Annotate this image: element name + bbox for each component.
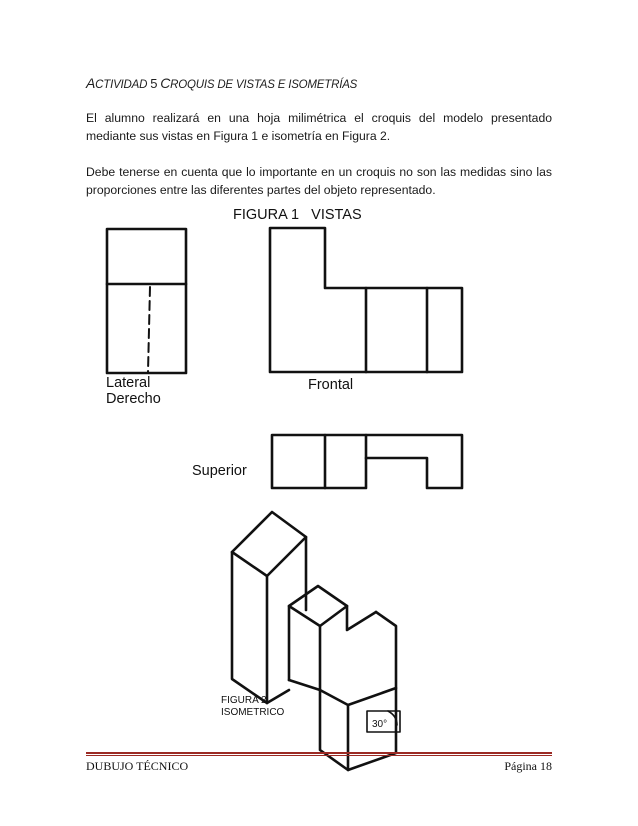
figure1-title: FIGURA 1 VISTAS [233, 207, 362, 223]
heading-activity-cap: A [86, 75, 96, 91]
angle-label: 30° [372, 719, 388, 730]
footer-rule-thick [86, 752, 552, 754]
footer-subject: DUBUJO TÉCNICO [86, 759, 189, 773]
figure2-title-2: ISOMETRICO [221, 707, 285, 718]
note-paragraph: Debe tenerse en cuenta que lo importante en un croquis no son las medidas sino las proporciones entre las diferentes partes del objeto representado. [86, 165, 552, 197]
label-lateral-1: Lateral [106, 375, 151, 391]
heading-title-cap: C [160, 75, 171, 91]
superior-view [272, 435, 462, 488]
instruction-paragraph: El alumno realizará en una hoja milimétrica el croquis del modelo presentado mediante sus vistas en Figura 1 e isometría en Figura 2. [86, 111, 552, 143]
heading-title-rest: ROQUIS DE VISTAS E ISOMETRÍAS [170, 79, 358, 91]
label-lateral-2: Derecho [106, 391, 161, 407]
label-frontal: Frontal [308, 377, 354, 393]
frontal-view [270, 228, 462, 372]
figure2-title-1: FIGURA 2 [221, 695, 267, 706]
lateral-view [107, 229, 186, 373]
footer-page-number: Página 18 [504, 759, 552, 773]
label-superior: Superior [192, 463, 247, 479]
heading-number: 5 [150, 76, 158, 91]
heading-activity-rest: CTIVIDAD [95, 79, 148, 91]
footer-rule-thin [86, 755, 552, 756]
